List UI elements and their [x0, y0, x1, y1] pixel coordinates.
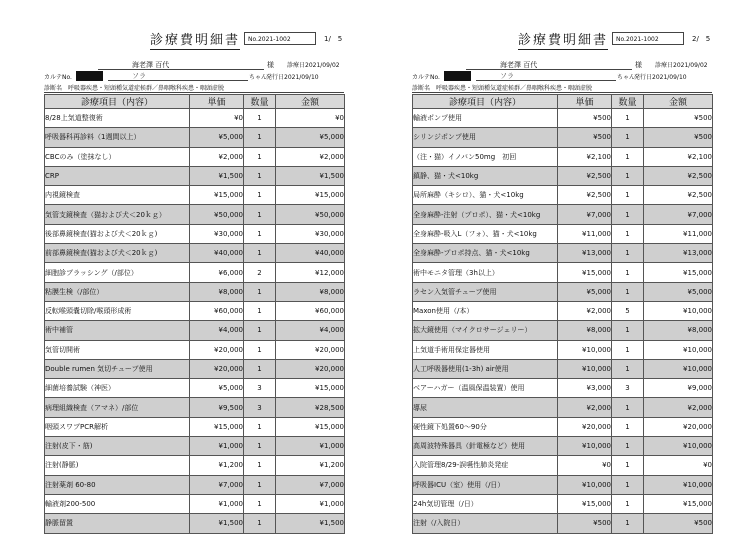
items-table [412, 94, 713, 534]
item-name: 後部鼻鏡検査(猫および犬＜20ｋｇ) [45, 224, 190, 243]
item-name: 硬性鏡下処置60～90分 [413, 417, 558, 436]
item-unit-price: ¥2,100 [558, 147, 612, 166]
item-amount: ¥30,000 [276, 224, 345, 243]
consult-date: 診療日2021/09/02 [287, 62, 340, 69]
item-name: 導尿 [413, 398, 558, 417]
item-name: 静脈留置 [45, 514, 190, 533]
item-quantity: 1 [244, 224, 276, 243]
table-row [45, 147, 345, 166]
table-row [413, 109, 713, 128]
table-row [413, 205, 713, 224]
item-quantity: 1 [244, 147, 276, 166]
item-name: ラセン入気管チューブ使用 [413, 282, 558, 301]
item-amount: ¥9,000 [644, 379, 713, 398]
item-amount: ¥2,000 [644, 398, 713, 417]
consult-date: 診療日2021/09/02 [655, 62, 708, 69]
item-amount: ¥2,100 [644, 147, 713, 166]
item-amount: ¥1,000 [276, 494, 345, 513]
page-number: 2/ 5 [692, 35, 711, 43]
item-quantity: 1 [244, 282, 276, 301]
table-row [413, 301, 713, 320]
item-name: シリンジポンプ使用 [413, 128, 558, 147]
item-name: 入院管理8/29-誤嚥性肺炎発症 [413, 456, 558, 475]
item-quantity: 2 [244, 263, 276, 282]
item-amount: ¥0 [276, 109, 345, 128]
item-name: ベアーハガー（温風保温装置）使用 [413, 379, 558, 398]
item-amount: ¥40,000 [276, 244, 345, 263]
header-item: 診療項目（内容） [413, 95, 558, 109]
item-name: 拡大鏡使用（マイクロサージェリー） [413, 321, 558, 340]
item-amount: ¥15,000 [644, 263, 713, 282]
document-title: 診療費明細書 [150, 33, 241, 48]
item-unit-price: ¥1,000 [190, 494, 244, 513]
item-amount: ¥7,000 [644, 205, 713, 224]
table-header-row [45, 95, 345, 109]
table-row [45, 166, 345, 185]
table-row [45, 379, 345, 398]
item-quantity: 1 [612, 186, 644, 205]
item-name: 人工呼吸器使用(1-3h) air使用 [413, 359, 558, 378]
item-amount: ¥20,000 [276, 340, 345, 359]
item-unit-price: ¥13,000 [558, 244, 612, 263]
table-row [413, 514, 713, 533]
item-name: 細菌培養試験（神医） [45, 379, 190, 398]
table-row [45, 475, 345, 494]
pet-underline [476, 80, 616, 81]
item-name: 注射薬剤 60-80 [45, 475, 190, 494]
item-quantity: 1 [244, 109, 276, 128]
item-amount: ¥1,200 [276, 456, 345, 475]
table-row [413, 494, 713, 513]
item-quantity: 1 [612, 437, 644, 456]
item-name: CRP [45, 166, 190, 185]
item-amount: ¥8,000 [276, 282, 345, 301]
item-unit-price: ¥9,500 [190, 398, 244, 417]
item-unit-price: ¥10,000 [558, 359, 612, 378]
karte-label: カルテNo. [44, 74, 72, 81]
item-amount: ¥28,500 [276, 398, 345, 417]
item-unit-price: ¥10,000 [558, 340, 612, 359]
item-name: 術中補管 [45, 321, 190, 340]
item-amount: ¥10,000 [644, 301, 713, 320]
item-amount: ¥12,000 [276, 263, 345, 282]
item-quantity: 1 [612, 128, 644, 147]
header-unit-price: 単価 [190, 95, 244, 109]
item-unit-price: ¥20,000 [558, 417, 612, 436]
item-amount: ¥5,000 [644, 282, 713, 301]
item-unit-price: ¥1,200 [190, 456, 244, 475]
item-quantity: 1 [612, 340, 644, 359]
header-amount: 金額 [644, 95, 713, 109]
item-quantity: 1 [612, 147, 644, 166]
pet-name: ソラ [500, 72, 514, 80]
table-row [45, 514, 345, 533]
item-name: 全身麻酔-吸入L（フォ）、猫・犬<10kg [413, 224, 558, 243]
table-row [413, 475, 713, 494]
item-amount: ¥10,000 [644, 359, 713, 378]
item-name: 全身麻酔-プロポ持点、猫・犬<10kg [413, 244, 558, 263]
item-unit-price: ¥2,500 [558, 186, 612, 205]
document-number: No.2021-1002 [244, 32, 316, 45]
item-amount: ¥20,000 [644, 417, 713, 436]
item-unit-price: ¥20,000 [190, 340, 244, 359]
item-amount: ¥20,000 [276, 359, 345, 378]
item-quantity: 1 [244, 205, 276, 224]
item-name: 注射（/入院日） [413, 514, 558, 533]
item-name: 咽頭スワブPCR解析 [45, 417, 190, 436]
item-amount: ¥60,000 [276, 301, 345, 320]
item-unit-price: ¥0 [190, 109, 244, 128]
issue-date: 発行日2021/09/10 [266, 74, 319, 81]
item-quantity: 1 [244, 475, 276, 494]
table-row [413, 379, 713, 398]
item-quantity: 1 [244, 166, 276, 185]
item-quantity: 1 [244, 321, 276, 340]
item-quantity: 1 [612, 417, 644, 436]
item-amount: ¥15,000 [644, 494, 713, 513]
table-row [45, 282, 345, 301]
item-name: 前部鼻鏡検査(猫および犬＜20ｋｇ) [45, 244, 190, 263]
item-quantity: 1 [612, 398, 644, 417]
diagnosis-row [412, 82, 712, 93]
item-amount: ¥4,000 [276, 321, 345, 340]
table-row [413, 417, 713, 436]
item-name: 注射(皮下・筋) [45, 437, 190, 456]
item-quantity: 3 [244, 398, 276, 417]
header-quantity: 数量 [244, 95, 276, 109]
table-row [413, 340, 713, 359]
item-name: 細胞診ブラッシング（/部位） [45, 263, 190, 282]
table-row [45, 398, 345, 417]
item-unit-price: ¥6,000 [190, 263, 244, 282]
item-quantity: 1 [612, 359, 644, 378]
item-amount: ¥500 [644, 109, 713, 128]
diagnosis-row [44, 82, 344, 93]
item-quantity: 1 [244, 301, 276, 320]
item-quantity: 1 [612, 244, 644, 263]
owner-row [412, 60, 712, 70]
table-header-row [413, 95, 713, 109]
item-quantity: 1 [244, 514, 276, 533]
owner-name: 海老澤 百代 [500, 61, 538, 69]
table-row [413, 128, 713, 147]
item-amount: ¥1,000 [276, 437, 345, 456]
item-amount: ¥2,500 [644, 186, 713, 205]
item-unit-price: ¥500 [558, 514, 612, 533]
table-row [45, 109, 345, 128]
diagnosis-label: 診断名 [44, 85, 63, 92]
item-name: 粘膜生検（/部位） [45, 282, 190, 301]
table-row [45, 128, 345, 147]
table-row [45, 321, 345, 340]
item-unit-price: ¥20,000 [190, 359, 244, 378]
item-unit-price: ¥2,000 [558, 301, 612, 320]
item-quantity: 1 [244, 340, 276, 359]
item-unit-price: ¥10,000 [558, 437, 612, 456]
header-item: 診療項目（内容） [45, 95, 190, 109]
invoice-page-2 [368, 0, 736, 528]
item-quantity: 1 [612, 109, 644, 128]
item-amount: ¥7,000 [276, 475, 345, 494]
item-amount: ¥15,000 [276, 186, 345, 205]
item-quantity: 1 [612, 263, 644, 282]
pet-name: ソラ [132, 72, 146, 80]
item-amount: ¥8,000 [644, 321, 713, 340]
item-name: 上気道手術用保定器使用 [413, 340, 558, 359]
item-unit-price: ¥7,000 [558, 205, 612, 224]
item-unit-price: ¥8,000 [190, 282, 244, 301]
item-unit-price: ¥15,000 [190, 417, 244, 436]
table-row [45, 359, 345, 378]
item-name: 局所麻酔（キシロ）、猫・犬<10kg [413, 186, 558, 205]
diagnosis-text: 呼吸器疾患・短頭種気道症候群／鼻咽喉科疾患・咽頭虚脱 [68, 85, 225, 92]
owner-row [44, 60, 344, 70]
item-name: 輸液ポンプ使用 [413, 109, 558, 128]
table-row [45, 456, 345, 475]
item-amount: ¥500 [644, 128, 713, 147]
item-unit-price: ¥5,000 [190, 128, 244, 147]
item-name: 気管切開術 [45, 340, 190, 359]
table-row [413, 263, 713, 282]
item-amount: ¥2,000 [276, 147, 345, 166]
table-row [45, 205, 345, 224]
item-unit-price: ¥15,000 [558, 494, 612, 513]
item-quantity: 1 [244, 359, 276, 378]
item-name: 呼吸器ICU（室）使用（/日） [413, 475, 558, 494]
diagnosis-label: 診断名 [412, 85, 431, 92]
item-unit-price: ¥15,000 [558, 263, 612, 282]
item-name: 呼吸器科再診料（1週間以上） [45, 128, 190, 147]
owner-honorific: 様 [267, 61, 274, 69]
table-row [45, 494, 345, 513]
item-name: 全身麻酔-注射（プロポ）、猫・犬<10kg [413, 205, 558, 224]
table-row [413, 456, 713, 475]
item-name: 鎮静、猫・犬<10kg [413, 166, 558, 185]
item-quantity: 1 [612, 514, 644, 533]
item-unit-price: ¥1,000 [190, 437, 244, 456]
item-quantity: 3 [244, 379, 276, 398]
table-row [413, 398, 713, 417]
item-name: （注・猫）イノバン50mg 初回 [413, 147, 558, 166]
item-quantity: 1 [244, 456, 276, 475]
document-title: 診療費明細書 [518, 33, 609, 48]
item-unit-price: ¥500 [558, 128, 612, 147]
item-quantity: 1 [244, 437, 276, 456]
item-name: 輸液剤200-500 [45, 494, 190, 513]
item-amount: ¥15,000 [276, 379, 345, 398]
table-row [45, 437, 345, 456]
item-quantity: 1 [244, 128, 276, 147]
owner-honorific: 様 [635, 61, 642, 69]
table-row [45, 224, 345, 243]
redacted-karte-number [76, 71, 103, 81]
invoice-page-1 [0, 0, 368, 528]
item-name: 内視鏡検査 [45, 186, 190, 205]
table-row [413, 186, 713, 205]
item-quantity: 1 [612, 321, 644, 340]
item-name: CBCのみ（塗抹なし） [45, 147, 190, 166]
item-unit-price: ¥60,000 [190, 301, 244, 320]
table-row [413, 244, 713, 263]
item-name: 気管支鏡検査（猫および犬＜20ｋｇ） [45, 205, 190, 224]
karte-row [412, 71, 712, 81]
item-unit-price: ¥2,000 [558, 398, 612, 417]
item-name: Double rumen 気切チューブ使用 [45, 359, 190, 378]
table-row [413, 224, 713, 243]
item-unit-price: ¥50,000 [190, 205, 244, 224]
item-name: 8/28上気道整復術 [45, 109, 190, 128]
item-unit-price: ¥11,000 [558, 224, 612, 243]
owner-underline [466, 69, 632, 70]
item-unit-price: ¥2,500 [558, 166, 612, 185]
item-amount: ¥50,000 [276, 205, 345, 224]
document-number: No.2021-1002 [612, 32, 684, 45]
item-quantity: 1 [244, 244, 276, 263]
table-row [413, 166, 713, 185]
table-row [413, 147, 713, 166]
item-unit-price: ¥1,500 [190, 166, 244, 185]
item-unit-price: ¥30,000 [190, 224, 244, 243]
table-row [45, 417, 345, 436]
table-row [413, 321, 713, 340]
item-unit-price: ¥3,000 [558, 379, 612, 398]
item-name: 高周波特殊器具（針電極など）使用 [413, 437, 558, 456]
item-name: 24h気切管理（/日） [413, 494, 558, 513]
table-row [413, 282, 713, 301]
item-amount: ¥11,000 [644, 224, 713, 243]
item-unit-price: ¥0 [558, 456, 612, 475]
item-unit-price: ¥40,000 [190, 244, 244, 263]
page-number: 1/ 5 [324, 35, 343, 43]
table-row [45, 186, 345, 205]
item-quantity: 1 [244, 417, 276, 436]
table-row [45, 263, 345, 282]
item-quantity: 1 [612, 475, 644, 494]
item-quantity: 1 [612, 282, 644, 301]
item-unit-price: ¥5,000 [558, 282, 612, 301]
item-amount: ¥15,000 [276, 417, 345, 436]
table-row [45, 244, 345, 263]
item-amount: ¥10,000 [644, 437, 713, 456]
item-unit-price: ¥7,000 [190, 475, 244, 494]
table-row [413, 359, 713, 378]
item-amount: ¥5,000 [276, 128, 345, 147]
item-unit-price: ¥2,000 [190, 147, 244, 166]
issue-date: 発行日2021/09/10 [634, 74, 687, 81]
item-quantity: 1 [612, 494, 644, 513]
item-amount: ¥10,000 [644, 475, 713, 494]
owner-name: 海老澤 百代 [132, 61, 170, 69]
item-unit-price: ¥500 [558, 109, 612, 128]
pet-honorific: ちゃん [617, 74, 636, 81]
item-quantity: 5 [612, 301, 644, 320]
table-row [45, 340, 345, 359]
item-unit-price: ¥15,000 [190, 186, 244, 205]
item-name: 注射(静脈) [45, 456, 190, 475]
owner-underline [98, 69, 264, 70]
item-unit-price: ¥10,000 [558, 475, 612, 494]
item-name: 病理組織検査（アマネ）/部位 [45, 398, 190, 417]
item-amount: ¥13,000 [644, 244, 713, 263]
item-unit-price: ¥5,000 [190, 379, 244, 398]
pet-underline [108, 80, 248, 81]
item-name: 反転喉頭嚢切除/喉頭形成術 [45, 301, 190, 320]
item-quantity: 1 [612, 166, 644, 185]
item-amount: ¥2,500 [644, 166, 713, 185]
item-quantity: 1 [612, 224, 644, 243]
item-amount: ¥500 [644, 514, 713, 533]
item-name: Maxon使用（/本） [413, 301, 558, 320]
table-row [413, 437, 713, 456]
item-unit-price: ¥4,000 [190, 321, 244, 340]
item-unit-price: ¥8,000 [558, 321, 612, 340]
item-quantity: 1 [612, 456, 644, 475]
item-amount: ¥0 [644, 456, 713, 475]
item-unit-price: ¥1,500 [190, 514, 244, 533]
pet-honorific: ちゃん [249, 74, 268, 81]
karte-label: カルテNo. [412, 74, 440, 81]
item-amount: ¥1,500 [276, 514, 345, 533]
item-name: 術中モニタ管理（3h以上） [413, 263, 558, 282]
item-quantity: 1 [244, 186, 276, 205]
item-amount: ¥1,500 [276, 166, 345, 185]
karte-row [44, 71, 344, 81]
item-amount: ¥10,000 [644, 340, 713, 359]
item-quantity: 1 [612, 205, 644, 224]
diagnosis-text: 呼吸器疾患・短頭種気道症候群／鼻咽喉科疾患・咽頭虚脱 [436, 85, 593, 92]
header-unit-price: 単価 [558, 95, 612, 109]
table-row [45, 301, 345, 320]
item-quantity: 1 [244, 494, 276, 513]
item-quantity: 3 [612, 379, 644, 398]
redacted-karte-number [444, 71, 471, 81]
items-table [44, 94, 345, 534]
header-amount: 金額 [276, 95, 345, 109]
header-quantity: 数量 [612, 95, 644, 109]
